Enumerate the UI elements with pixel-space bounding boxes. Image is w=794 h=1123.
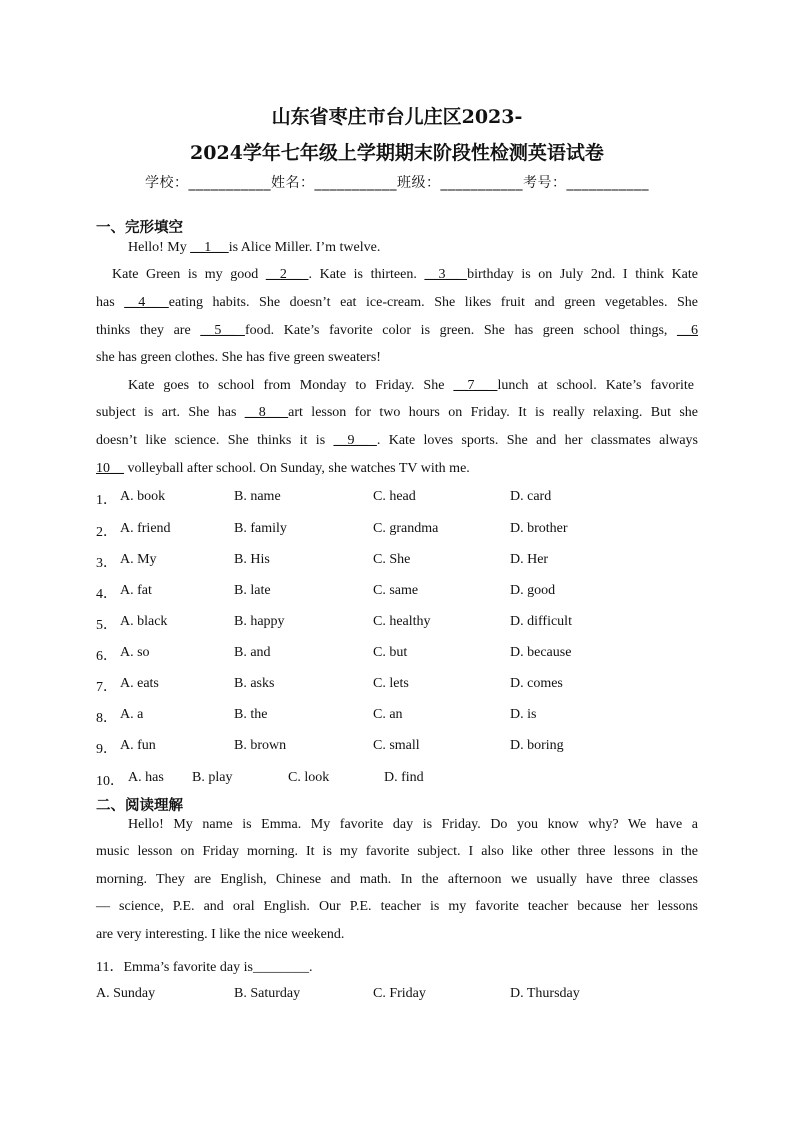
option-a[interactable]: A. so: [120, 645, 150, 660]
text-run: food. Kate’s favorite color is green. She has green school things,: [244, 323, 678, 338]
option-d[interactable]: D. Thursday: [510, 986, 580, 1001]
option-a[interactable]: A. a: [120, 707, 144, 722]
option-b[interactable]: B. brown: [234, 738, 287, 753]
option-c[interactable]: C. healthy: [373, 614, 431, 629]
text-run: Hello! My: [128, 240, 191, 255]
question-number: 4．: [96, 587, 117, 602]
student-info-line: 学校：___________姓名：___________班级：___________考号：___________: [145, 175, 649, 191]
question-row: [0, 583, 794, 611]
text-run: doesn’t like science. She thinks it is: [96, 433, 334, 448]
option-b[interactable]: B. Saturday: [234, 986, 301, 1001]
option-b[interactable]: B. happy: [234, 614, 285, 629]
option-c[interactable]: C. an: [373, 707, 403, 722]
option-c[interactable]: C. look: [288, 770, 330, 785]
passage2-line: [128, 817, 698, 833]
option-a[interactable]: A. black: [120, 614, 168, 629]
text-run: music lesson on Friday morning. It is my favorite subject. I also like other three lessons in the: [96, 844, 698, 859]
text-run: thinks they are: [96, 323, 201, 338]
passage1-line: [128, 240, 698, 256]
option-a[interactable]: A. friend: [120, 521, 171, 536]
passage1-line: [96, 433, 698, 449]
exam-title-line1: 山东省枣庄市台儿庄区2023-: [271, 106, 523, 128]
passage2-line: [96, 927, 698, 943]
text-run: lunch at school. Kate’s favorite: [497, 378, 694, 393]
option-a[interactable]: A. fun: [120, 738, 156, 753]
option-d[interactable]: D. comes: [510, 676, 563, 691]
option-b[interactable]: B. late: [234, 583, 271, 598]
text-run: volleyball after school. On Sunday, she watches TV with me.: [124, 461, 470, 476]
blank-5: __5__: [200, 323, 245, 338]
blank-4: __4__: [124, 295, 169, 310]
question-row: [0, 676, 794, 704]
passage2-line: [96, 844, 698, 860]
question-number: 6．: [96, 649, 117, 664]
option-d[interactable]: D. boring: [510, 738, 564, 753]
option-b[interactable]: B. and: [234, 645, 271, 660]
passage1-line: [96, 323, 698, 339]
blank-10: 10__: [96, 461, 124, 476]
option-b[interactable]: B. the: [234, 707, 268, 722]
text-run: . Kate is thirteen.: [308, 267, 425, 282]
option-d[interactable]: D. because: [510, 645, 572, 660]
passage1-line: [96, 295, 698, 311]
option-c[interactable]: C. lets: [373, 676, 409, 691]
text-run: has: [96, 295, 125, 310]
option-a[interactable]: A. fat: [120, 583, 152, 598]
blank-1: __1__: [190, 240, 229, 255]
text-run: eating habits. She doesn’t eat ice-cream. She likes fruit and green vegetables. She: [168, 295, 699, 310]
question-row: [0, 489, 794, 517]
text-run: subject is art. She has: [96, 405, 245, 420]
text-run: morning. They are English, Chinese and math. In the afternoon we usually have three classes: [96, 872, 698, 887]
text-run: is Alice Miller. I’m twelve.: [228, 240, 381, 255]
option-a[interactable]: A. has: [128, 770, 164, 785]
passage1-line: [96, 405, 698, 421]
passage1-line: [112, 267, 698, 283]
question-number: 9．: [96, 742, 117, 757]
passage1-line: [96, 350, 698, 366]
question-row: [0, 738, 794, 766]
text-run: . Kate loves sports. She and her classmates always: [376, 433, 699, 448]
text-run: are very interesting. I like the nice weekend.: [96, 927, 345, 942]
option-b[interactable]: B. asks: [234, 676, 275, 691]
text-run: Kate Green is my good: [112, 267, 266, 282]
question-number: 10．: [96, 774, 124, 789]
question-row: [0, 552, 794, 580]
section2-heading: 二、阅读理解: [96, 798, 183, 814]
passage1-line: [96, 461, 698, 477]
passage2-line: [96, 872, 698, 888]
option-a[interactable]: A. My: [120, 552, 157, 567]
question-number: 8．: [96, 711, 117, 726]
question-row: [0, 614, 794, 642]
option-b[interactable]: B. family: [234, 521, 287, 536]
option-d[interactable]: D. Her: [510, 552, 549, 567]
question-row: [0, 986, 794, 1014]
question-row: [0, 707, 794, 735]
blank-3: __3__: [424, 267, 468, 282]
option-b[interactable]: B. His: [234, 552, 270, 567]
option-c[interactable]: C. Friday: [373, 986, 426, 1001]
question-number: 7．: [96, 680, 117, 695]
option-d[interactable]: D. is: [510, 707, 537, 722]
exam-title-line2: 2024学年七年级上学期期末阶段性检测英语试卷: [190, 142, 604, 164]
question-number: 1．: [96, 493, 117, 508]
option-b[interactable]: B. name: [234, 489, 281, 504]
passage1-line: [128, 378, 698, 394]
option-a[interactable]: A. eats: [120, 676, 159, 691]
option-b[interactable]: B. play: [192, 770, 233, 785]
blank-7: __7__: [453, 378, 498, 393]
section1-heading: 一、完形填空: [96, 220, 183, 236]
question-number: 5．: [96, 618, 117, 633]
option-d[interactable]: D. card: [510, 489, 552, 504]
option-c[interactable]: C. She: [373, 552, 411, 567]
option-c[interactable]: C. grandma: [373, 521, 439, 536]
option-d[interactable]: D. good: [510, 583, 556, 598]
text-run: birthday is on July 2nd. I think Kate: [467, 267, 699, 282]
text-run: Hello! My name is Emma. My favorite day is Friday. Do you know why? We have a: [128, 817, 698, 832]
text-run: — science, P.E. and oral English. Our P.E. teacher is my favorite teacher because her lessons: [96, 899, 698, 914]
blank-6: __6: [677, 323, 699, 338]
option-c[interactable]: C. but: [373, 645, 408, 660]
question-row: [0, 521, 794, 549]
text-run: art lesson for two hours on Friday. It is really relaxing. But she: [288, 405, 699, 420]
option-d[interactable]: D. find: [384, 770, 424, 785]
passage2-line: [96, 899, 698, 915]
question-number: 2．: [96, 525, 117, 540]
blank-9: __9__: [333, 433, 377, 448]
option-c[interactable]: C. same: [373, 583, 419, 598]
option-d[interactable]: D. difficult: [510, 614, 572, 629]
option-c[interactable]: C. head: [373, 489, 416, 504]
text-run: Kate goes to school from Monday to Friday. She: [128, 378, 454, 393]
question-11-stem: 11．Emma’s favorite day is________.: [96, 960, 313, 975]
question-number: 3．: [96, 556, 117, 571]
blank-8: __8__: [244, 405, 289, 420]
option-a[interactable]: A. Sunday: [96, 986, 156, 1001]
question-row: [0, 645, 794, 673]
option-c[interactable]: C. small: [373, 738, 420, 753]
blank-2: __2__: [265, 267, 309, 282]
option-a[interactable]: A. book: [120, 489, 166, 504]
option-d[interactable]: D. brother: [510, 521, 568, 536]
text-run: she has green clothes. She has five green sweaters!: [96, 350, 381, 365]
